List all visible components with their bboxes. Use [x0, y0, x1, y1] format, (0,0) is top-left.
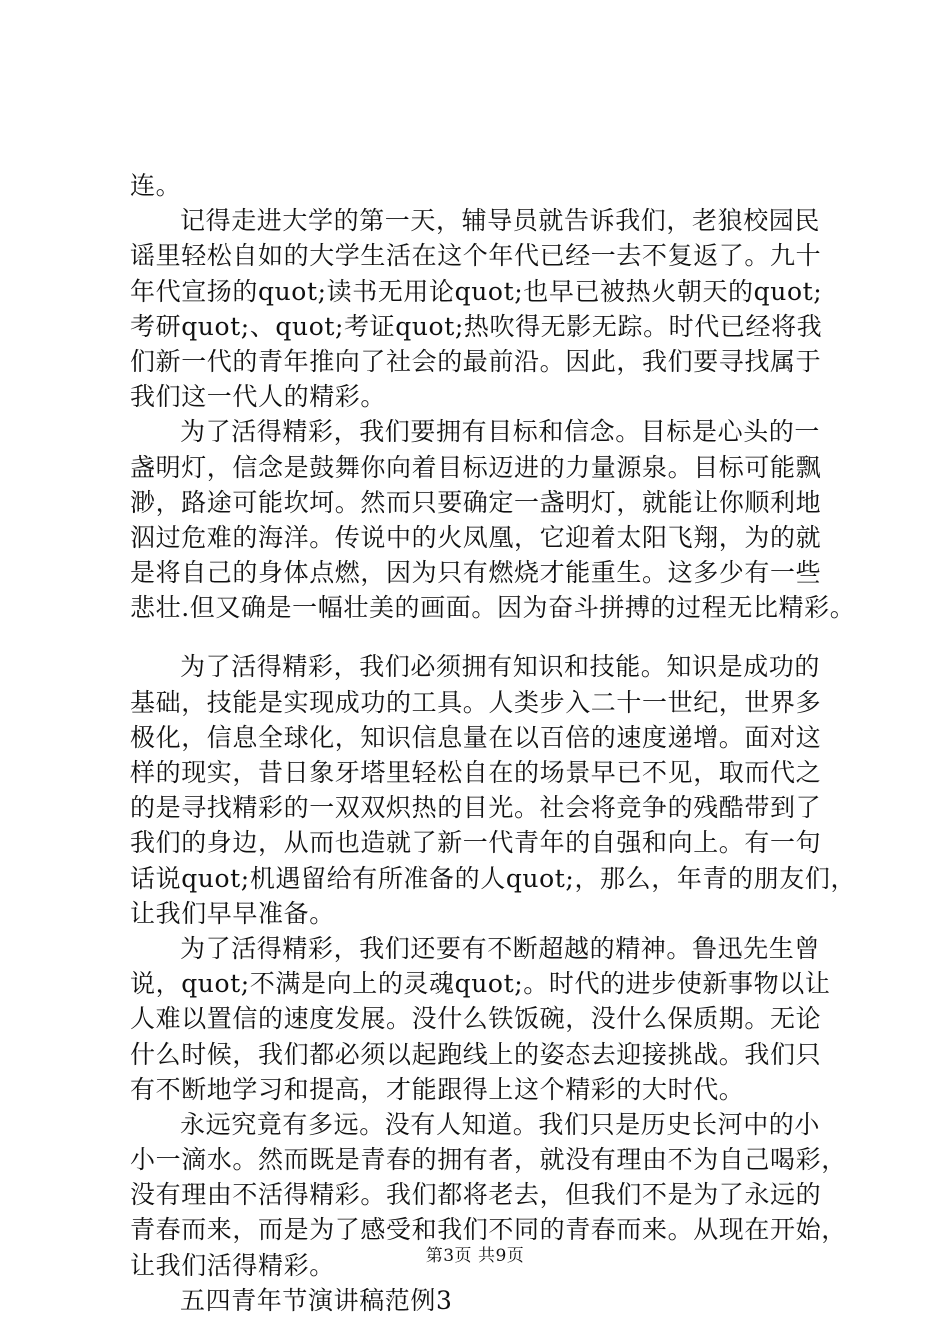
- paragraph-line: 为了活得精彩，我们要拥有目标和信念。目标是心头的一: [180, 417, 821, 447]
- paragraph-line: 的是寻找精彩的一双双炽热的目光。社会将竞争的残酷带到了: [130, 793, 822, 823]
- paragraph-line: 年代宣扬的quot;读书无用论quot;也早已被热火朝天的quot;: [130, 276, 823, 306]
- paragraph-line: 样的现实，昔日象牙塔里轻松自在的场景早已不见，取而代之: [130, 758, 822, 787]
- paragraph-gap: [130, 625, 850, 649]
- paragraph-line: 没有理由不活得精彩。我们都将老去，但我们不是为了永远的: [130, 1180, 822, 1210]
- paragraph-line: 盏明灯，信念是鼓舞你向着目标迈进的力量源泉。目标可能飘: [130, 452, 822, 482]
- paragraph-line: 让我们活得精彩。: [130, 1250, 335, 1280]
- paragraph-line: 为了活得精彩，我们必须拥有知识和技能。知识是成功的: [180, 652, 821, 682]
- paragraph-line: 什么时候，我们都必须以起跑线上的姿态去迎接挑战。我们只: [130, 1039, 822, 1069]
- paragraph-line: 渺，路途可能坎坷。然而只要确定一盏明灯，就能让你顺利地: [130, 487, 822, 517]
- paragraph-line: 小一滴水。然而既是青春的拥有者，就没有理由不为自己喝彩，: [130, 1145, 847, 1175]
- paragraph-line: 话说quot;机遇留给有所准备的人quot;，那么，年青的朋友们，: [130, 863, 857, 893]
- paragraph-line: 们新一代的青年推向了社会的最前沿。因此，我们要寻找属于: [130, 346, 822, 376]
- paragraph-line: 为了活得精彩，我们还要有不断超越的精神。鲁迅先生曾: [180, 933, 821, 963]
- paragraph-line: 极化，信息全球化，知识信息量在以百倍的速度递增。面对这: [130, 722, 822, 752]
- section-heading: 五四青年节演讲稿范例3: [180, 1285, 453, 1315]
- paragraph-line: 永远究竟有多远。没有人知道。我们只是历史长河中的小: [180, 1109, 821, 1139]
- paragraph-line: 说，quot;不满是向上的灵魂quot;。时代的进步使新事物以让: [130, 969, 831, 999]
- paragraph-line: 青春而来，而是为了感受和我们不同的青春而来。从现在开始，: [130, 1215, 847, 1245]
- paragraph-line: 是将自己的身体点燃，因为只有燃烧才能重生。这多少有一些: [130, 558, 822, 588]
- paragraph-line: 我们的身边，从而也造就了新一代青年的自强和向上。有一句: [130, 828, 822, 858]
- paragraph-line: 人难以置信的速度发展。没什么铁饭碗，没什么保质期。无论: [130, 1004, 822, 1034]
- paragraph-line: 基础，技能是实现成功的工具。人类步入二十一世纪，世界多: [130, 687, 822, 717]
- paragraph-line: 我们这一代人的精彩。: [130, 382, 387, 412]
- paragraph-line: 泅过危难的海洋。传说中的火凤凰，它迎着太阳飞翔，为的就: [130, 522, 822, 552]
- document-body: [130, 168, 857, 1318]
- paragraph-line: 悲壮.但又确是一幅壮美的画面。因为奋斗拼搏的过程无比精彩。: [130, 593, 856, 623]
- paragraph-line: 记得走进大学的第一天，辅导员就告诉我们，老狼校园民: [180, 206, 821, 236]
- paragraph-line: 有不断地学习和提高，才能跟得上这个精彩的大时代。: [130, 1074, 745, 1104]
- paragraph-line: 谣里轻松自如的大学生活在这个年代已经一去不复返了。九十: [130, 241, 822, 271]
- page-number-footer: 第3页 共9页: [425, 1246, 525, 1266]
- paragraph-line: 让我们早早准备。: [130, 898, 335, 928]
- paragraph-line: 考研quot;、quot;考证quot;热吹得无影无踪。时代已经将我: [130, 311, 823, 341]
- paragraph-line: 连。: [130, 171, 182, 200]
